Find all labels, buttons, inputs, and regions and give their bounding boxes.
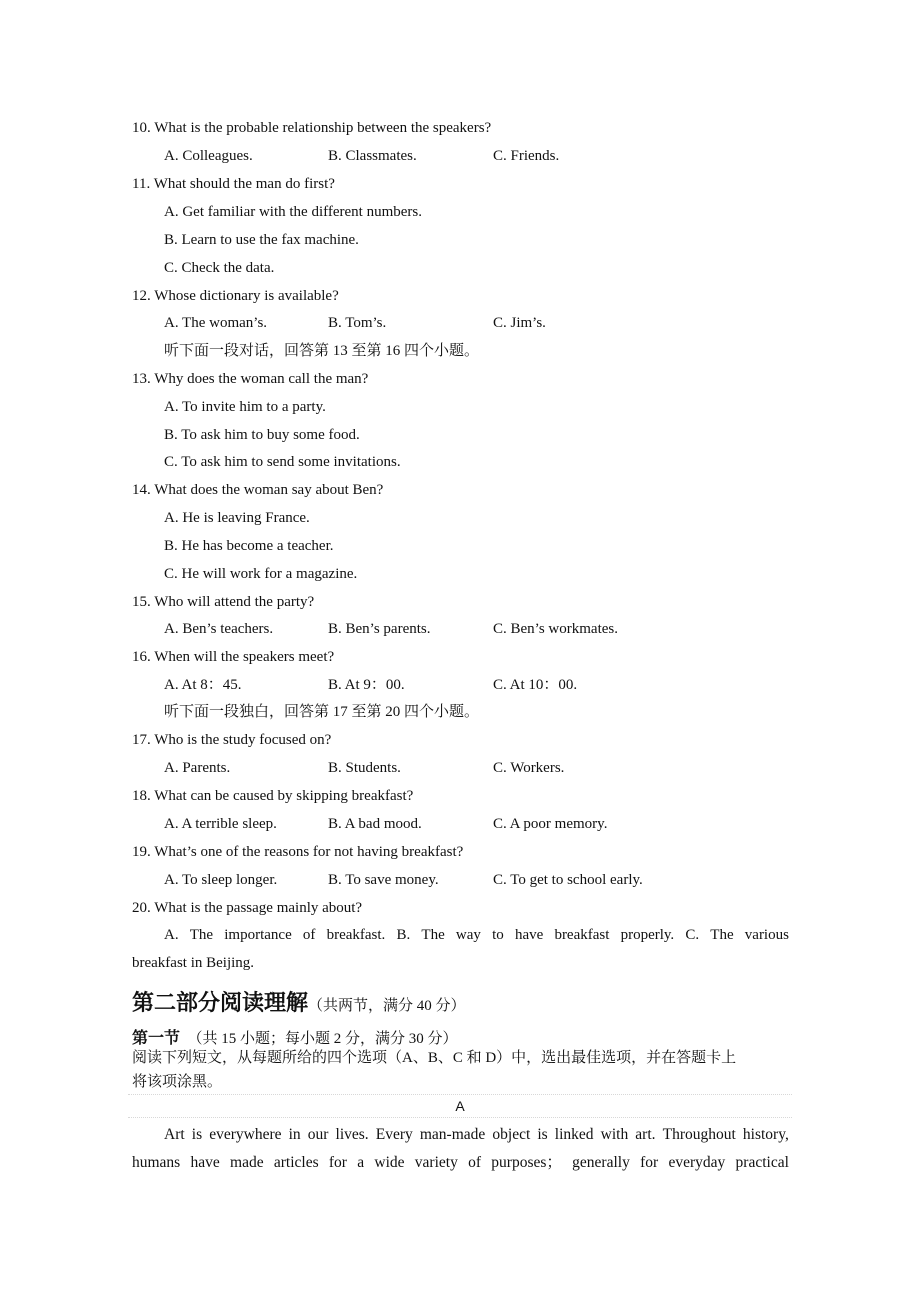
question-11 [132,174,335,194]
option-b: B. He has become a teacher. [164,538,334,554]
question-number: 18. [132,788,151,804]
option-a: A. A terrible sleep. [164,816,277,832]
question-20-options-line [164,925,789,945]
question-number: 12. [132,288,151,304]
word: is [191,1126,203,1143]
option-b: B. A bad mood. [328,816,422,832]
passage-line [164,1125,789,1145]
divider-top [128,1094,792,1095]
word: articles [273,1154,319,1171]
question-number: 17. [132,732,151,748]
option-b: B. Classmates. [328,148,417,164]
word: breakfast [554,927,610,943]
word: A. [164,927,179,943]
word: wide [374,1154,405,1171]
option-b: B. Ben’s parents. [328,621,431,637]
option-a: A. To invite him to a party. [164,399,326,415]
word: made [230,1154,264,1171]
option-b: B. To save money. [328,872,439,888]
part-two-title: 第二部分阅读理解 [132,990,309,1016]
word: of [468,1154,482,1171]
question-text: What’s one of the reasons for not having breakfast? [154,844,464,860]
option-a: A. He is leaving France. [164,510,310,526]
word: humans [132,1154,181,1171]
question-number: 16. [132,649,151,665]
section-one-title: 第一节 [132,1030,181,1047]
word: a [357,1154,365,1171]
word: The [189,927,214,943]
option-a: A. Get familiar with the different numbers. [164,204,422,220]
word: everywhere [209,1126,282,1143]
question-text: What does the woman say about Ben? [154,482,384,498]
word: The [421,927,445,943]
question-16 [132,647,334,667]
word: practical [735,1154,789,1171]
word: everyday [668,1154,726,1171]
option-c: C. A poor memory. [493,816,608,832]
word: is [537,1126,548,1143]
option-c: C. To get to school early. [493,872,643,888]
question-number: 19. [132,844,151,860]
word: B. [396,927,411,943]
question-20 [132,898,362,918]
word: with [600,1126,629,1143]
option-a: A. Colleagues. [164,148,253,164]
word: history, [742,1126,789,1143]
option-a: A. Parents. [164,760,231,776]
option-a: A. To sleep longer. [164,872,278,888]
option-c: C. Friends. [493,148,560,164]
word: breakfast. [326,927,386,943]
option-b: B. At 9：00. [328,677,405,693]
question-number: 20. [132,900,151,916]
word: purposes； [491,1154,562,1171]
option-c: C. To ask him to send some invitations. [164,454,401,470]
question-number: 11. [132,176,151,192]
question-13 [132,369,368,389]
listening-instruction: 听下面一段独白，回答第 17 至第 20 四个小题。 [164,704,480,720]
question-19 [132,842,463,862]
option-a: A. The woman’s. [164,315,268,331]
passage-line [132,1153,789,1173]
word: linked [554,1126,594,1143]
word: Art [164,1126,185,1143]
question-text: When will the speakers meet? [154,649,335,665]
word: C. [685,927,700,943]
option-c: C. At 10：00. [493,677,578,693]
question-20-options-wrap: breakfast in Beijing. [132,955,255,971]
question-number: 13. [132,371,151,387]
word: of [302,927,316,943]
word: properly. [620,927,675,943]
word: Throughout [662,1126,736,1143]
word: object [492,1126,531,1143]
word: man-made [419,1126,486,1143]
word: have [514,927,544,943]
word: generally [572,1154,630,1171]
word: in [288,1126,301,1143]
passage-label: A [455,1098,465,1114]
word: importance [224,927,292,943]
section-one-heading [132,1025,458,1048]
option-a: A. Ben’s teachers. [164,621,274,637]
option-c: C. Check the data. [164,260,275,276]
part-two-heading [132,986,466,1017]
question-15 [132,592,314,612]
word: lives. [335,1126,369,1143]
word: way [455,927,481,943]
question-18 [132,786,413,806]
question-number: 15. [132,594,151,610]
option-c: C. Ben’s workmates. [493,621,618,637]
option-c: C. Jim’s. [493,315,546,331]
question-14 [132,480,383,500]
word: to [492,927,504,943]
word: our [307,1126,329,1143]
option-b: B. Students. [328,760,401,776]
option-b: B. Tom’s. [328,315,387,331]
word: have [190,1154,220,1171]
word: for [328,1154,347,1171]
section-one-note: （共 15 小题；每小题 2 分，满分 30 分） [187,1031,458,1047]
question-text: What can be caused by skipping breakfast? [154,788,414,804]
question-text: What is the passage mainly about? [154,900,363,916]
word: for [640,1154,659,1171]
part-two-note: （共两节，满分 40 分） [308,998,466,1014]
question-text: Whose dictionary is available? [154,288,339,304]
question-10 [132,118,491,138]
question-text: What is the probable relationship between the speakers? [154,120,492,136]
question-text: What should the man do first? [153,176,335,192]
option-a: A. At 8：45. [164,677,242,693]
word: various [744,927,789,943]
question-number: 10. [132,120,151,136]
question-text: Who will attend the party? [154,594,315,610]
word: Every [375,1126,413,1143]
listening-instruction: 听下面一段对话，回答第 13 至第 16 四个小题。 [164,343,480,359]
question-text: Who is the study focused on? [154,732,332,748]
option-b: B. To ask him to buy some food. [164,427,360,443]
option-c: C. Workers. [493,760,565,776]
word: variety [414,1154,458,1171]
reading-instruction-continued: 将该项涂黑。 [132,1074,223,1090]
word: art. [635,1126,656,1143]
question-text: Why does the woman call the man? [154,371,369,387]
question-12 [132,286,339,306]
divider-bottom [128,1117,792,1118]
option-b: B. Learn to use the fax machine. [164,232,359,248]
question-number: 14. [132,482,151,498]
option-c: C. He will work for a magazine. [164,566,358,582]
reading-instruction: 阅读下列短文，从每题所给的四个选项（A、B、C 和 D）中，选出最佳选项，并在答题卡上 [132,1050,737,1066]
question-17 [132,730,331,750]
word: The [710,927,734,943]
